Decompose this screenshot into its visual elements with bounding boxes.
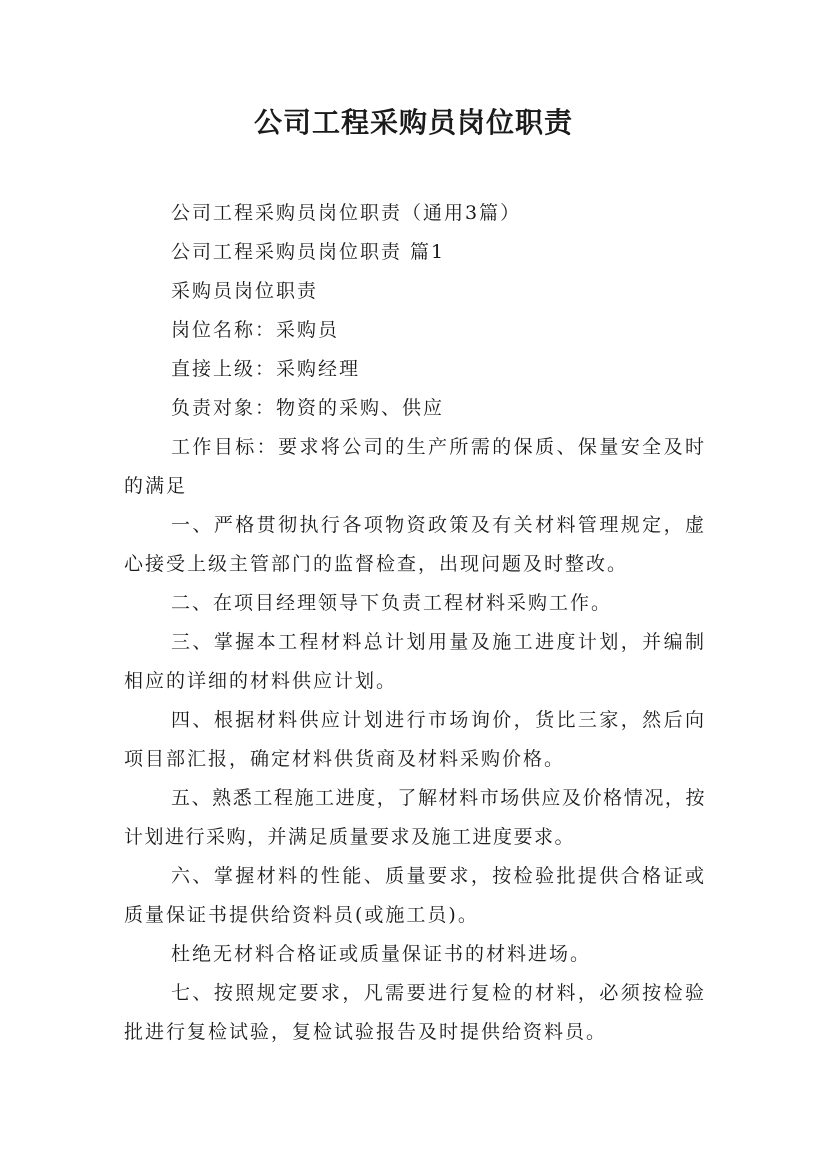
paragraph-duty-6-note: 杜绝无材料合格证或质量保证书的材料进场。 (171, 943, 592, 965)
paragraph-duty-2: 二、在项目经理领导下负责工程材料采购工作。 (171, 592, 613, 614)
paragraph-work-goal: 工作目标：要求将公司的生产所需的保质、保量安全及时的满足 (124, 436, 706, 497)
paragraph-position-name: 岗位名称：采购员 (171, 319, 340, 341)
paragraph-responsibility-object: 负责对象：物资的采购、供应 (171, 397, 445, 419)
paragraph-direct-superior: 直接上级：采购经理 (171, 358, 361, 380)
paragraph-duty-5: 五、熟悉工程施工进度，了解材料市场供应及价格情况，按计划进行采购，并满足质量要求及施工进度要求。 (124, 787, 706, 848)
paragraph-heading-collection: 公司工程采购员岗位职责（通用3篇） (171, 202, 522, 224)
paragraph-duty-4: 四、根据材料供应计划进行市场询价，货比三家，然后向项目部汇报，确定材料供货商及材料采购价格。 (124, 709, 706, 770)
paragraph-article-heading: 公司工程采购员岗位职责 篇1 (171, 241, 446, 263)
paragraph-section-title: 采购员岗位职责 (171, 280, 319, 302)
document-body (124, 194, 706, 1052)
paragraph-duty-3: 三、掌握本工程材料总计划用量及施工进度计划，并编制相应的详细的材料供应计划。 (124, 631, 706, 692)
document-title: 公司工程采购员岗位职责 (253, 106, 573, 139)
paragraph-duty-6: 六、掌握材料的性能、质量要求，按检验批提供合格证或质量保证书提供给资料员(或施工员)。 (124, 865, 706, 926)
paragraph-duty-7: 七、按照规定要求，凡需要进行复检的材料，必须按检验批进行复检试验，复检试验报告及时提供给资料员。 (124, 982, 706, 1043)
paragraph-duty-1: 一、严格贯彻执行各项物资政策及有关材料管理规定，虚心接受上级主管部门的监督检查，出现问题及时整改。 (124, 514, 706, 575)
